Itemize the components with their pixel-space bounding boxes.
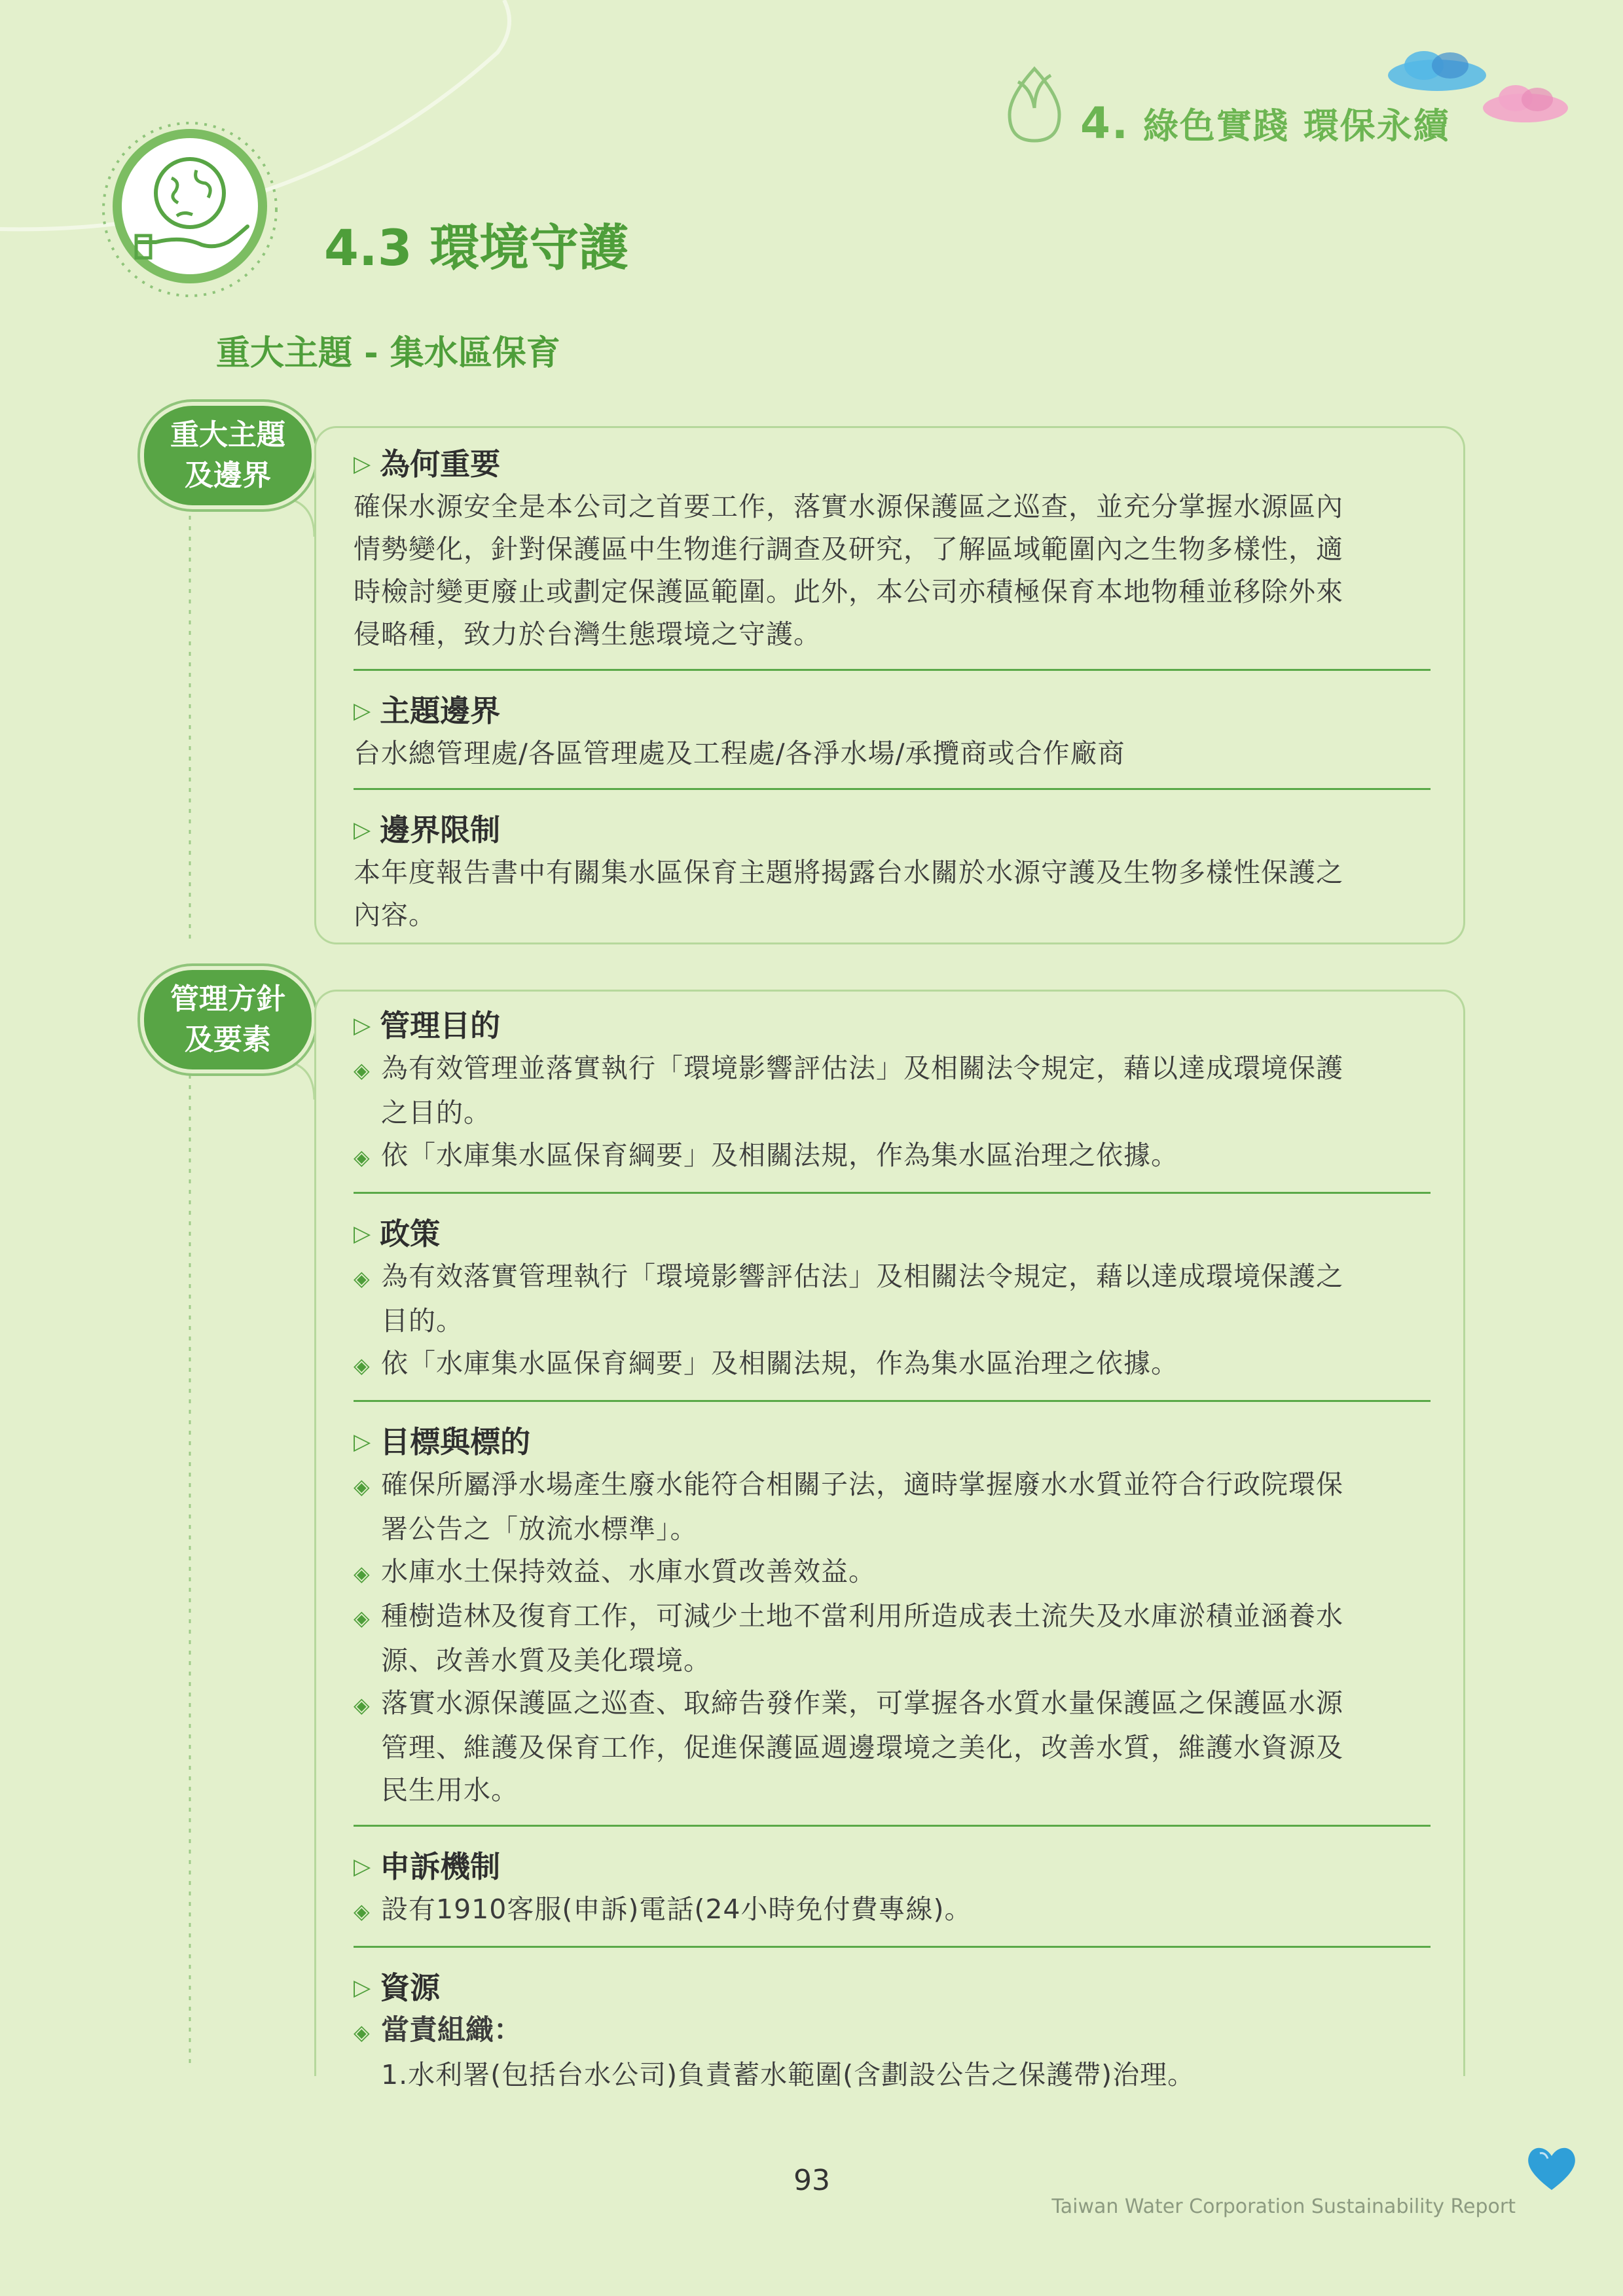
chapter-name: 綠色實踐 環保永續	[1142, 105, 1450, 147]
triangle-icon: ▷	[354, 817, 371, 843]
triangle-icon: ▷	[354, 1221, 371, 1247]
diamond-icon: ◈	[354, 1474, 371, 1499]
limit-heading-text: 邊界限制	[380, 812, 501, 848]
targets-heading	[354, 1420, 1431, 1463]
resources-heading-text: 資源	[380, 1970, 441, 2005]
diamond-icon: ◈	[354, 1561, 371, 1586]
policy-bullet: ◈ 為有效落實管理執行「環境影響評估法」及相關法令規定，藉以達成環境保護之 目的。	[354, 1255, 1431, 1342]
section-logo	[98, 118, 282, 301]
goal-bullet: ◈ 為有效管理並落實執行「環境影響評估法」及相關法令規定，藉以達成環境保護 之目的。	[354, 1047, 1431, 1134]
diamond-icon: ◈	[354, 2020, 370, 2045]
chapter-title	[1080, 98, 1450, 149]
limit-heading	[354, 808, 1431, 852]
divider	[354, 1192, 1431, 1194]
resources-heading	[354, 1966, 1431, 2009]
grievance-heading	[354, 1845, 1431, 1888]
diamond-icon: ◈	[354, 1605, 371, 1630]
management-content	[354, 1004, 1431, 2096]
topic-title: 重大主題 - 集水區保育	[216, 334, 560, 373]
resources-item: 1.水利署(包括台水公司)負責蓄水範圍(含劃設公告之保護帶)治理。	[381, 2059, 1195, 2090]
divider	[354, 669, 1431, 671]
goal-heading	[354, 1004, 1431, 1047]
goal-bullet: ◈ 依「水庫集水區保育綱要」及相關法規，作為集水區治理之依據。	[354, 1134, 1431, 1179]
limit-line: 本年度報告書中有關集水區保育主題將揭露台水關於水源守護及生物多樣性保護之	[354, 857, 1343, 888]
goal-heading-text: 管理目的	[380, 1008, 501, 1043]
boundary-heading-text: 主題邊界	[380, 693, 501, 728]
limit-line: 內容。	[354, 899, 436, 931]
grievance-bullet: ◈ 設有1910客服(申訴)電話(24小時免付費專線)。	[354, 1888, 1431, 1933]
why-line: 侵略種，致力於台灣生態環境之守護。	[354, 619, 821, 650]
divider	[354, 788, 1431, 790]
targets-bullet: ◈ 落實水源保護區之巡查、取締告發作業，可掌握各水質水量保護區之保護區水源 管理、維護及保育工作，促進保護區週邊環境之美化，改善水質，維護水資源及 民生用水。	[354, 1682, 1431, 1812]
globe-hand-icon	[98, 118, 282, 301]
heart-icon	[1525, 2142, 1578, 2194]
tag-boundary	[140, 402, 316, 509]
chapter-number: 4.	[1080, 98, 1129, 149]
why-line: 情勢變化，針對保護區中生物進行調查及研究，了解區域範圍內之生物多樣性，適	[354, 533, 1343, 565]
targets-heading-text: 目標與標的	[380, 1424, 531, 1460]
policy-bullet: ◈ 依「水庫集水區保育綱要」及相關法規，作為集水區治理之依據。	[354, 1342, 1431, 1387]
tag-boundary-line2: 及邊界	[185, 459, 271, 492]
triangle-icon: ▷	[354, 698, 371, 724]
targets-bullet: ◈ 水庫水土保持效益、水庫水質改善效益。	[354, 1551, 1431, 1595]
section-title: 4.3 環境守護	[324, 219, 629, 277]
triangle-icon: ▷	[354, 451, 371, 477]
divider	[354, 1825, 1431, 1827]
report-name: Taiwan Water Corporation Sustainability Report	[1051, 2195, 1516, 2218]
tag-boundary-line1: 重大主題	[170, 418, 285, 452]
triangle-icon: ▷	[354, 1429, 371, 1455]
targets-bullet: ◈ 確保所屬淨水場產生廢水能符合相關子法，適時掌握廢水水質並符合行政院環保 署公告之「放流水標準」。	[354, 1463, 1431, 1551]
resources-subheading: ◈ 當責組織：	[354, 2009, 1431, 2054]
diamond-icon: ◈	[354, 1693, 371, 1717]
tag-management-line1: 管理方針	[170, 982, 285, 1016]
policy-heading-text: 政策	[380, 1216, 441, 1251]
why-line: 時檢討變更廢止或劃定保護區範圍。此外，本公司亦積極保育本地物種並移除外來	[354, 576, 1343, 607]
diamond-icon: ◈	[354, 1899, 371, 1924]
boundary-text: 台水總管理處/各區管理處及工程處/各淨水場/承攬商或合作廠商	[354, 738, 1125, 769]
cloud-icon	[1385, 46, 1489, 98]
triangle-icon: ▷	[354, 1975, 371, 2001]
why-heading-text: 為何重要	[380, 446, 501, 482]
boundary-content	[354, 442, 1431, 937]
why-line: 確保水源安全是本公司之首要工作，落實水源保護區之巡查，並充分掌握水源區內	[354, 491, 1343, 522]
leaf-drop-icon	[998, 62, 1070, 147]
diamond-icon: ◈	[354, 1353, 371, 1378]
grievance-heading-text: 申訴機制	[380, 1849, 501, 1884]
divider	[354, 1946, 1431, 1948]
boundary-heading	[354, 689, 1431, 732]
targets-bullet: ◈ 種樹造林及復育工作，可減少土地不當利用所造成表土流失及水庫淤積並涵養水 源、改善水質及美化環境。	[354, 1595, 1431, 1682]
diamond-icon: ◈	[354, 1145, 371, 1170]
triangle-icon: ▷	[354, 1013, 371, 1039]
policy-heading	[354, 1212, 1431, 1255]
diamond-icon: ◈	[354, 1266, 371, 1291]
divider	[354, 1400, 1431, 1402]
diamond-icon: ◈	[354, 1058, 371, 1083]
page-number: 93	[793, 2164, 830, 2197]
why-heading	[354, 442, 1431, 486]
tag-management-line2: 及要素	[185, 1023, 271, 1056]
tag-management	[140, 966, 316, 1073]
cloud-icon-pink	[1480, 79, 1571, 131]
triangle-icon: ▷	[354, 1854, 371, 1880]
